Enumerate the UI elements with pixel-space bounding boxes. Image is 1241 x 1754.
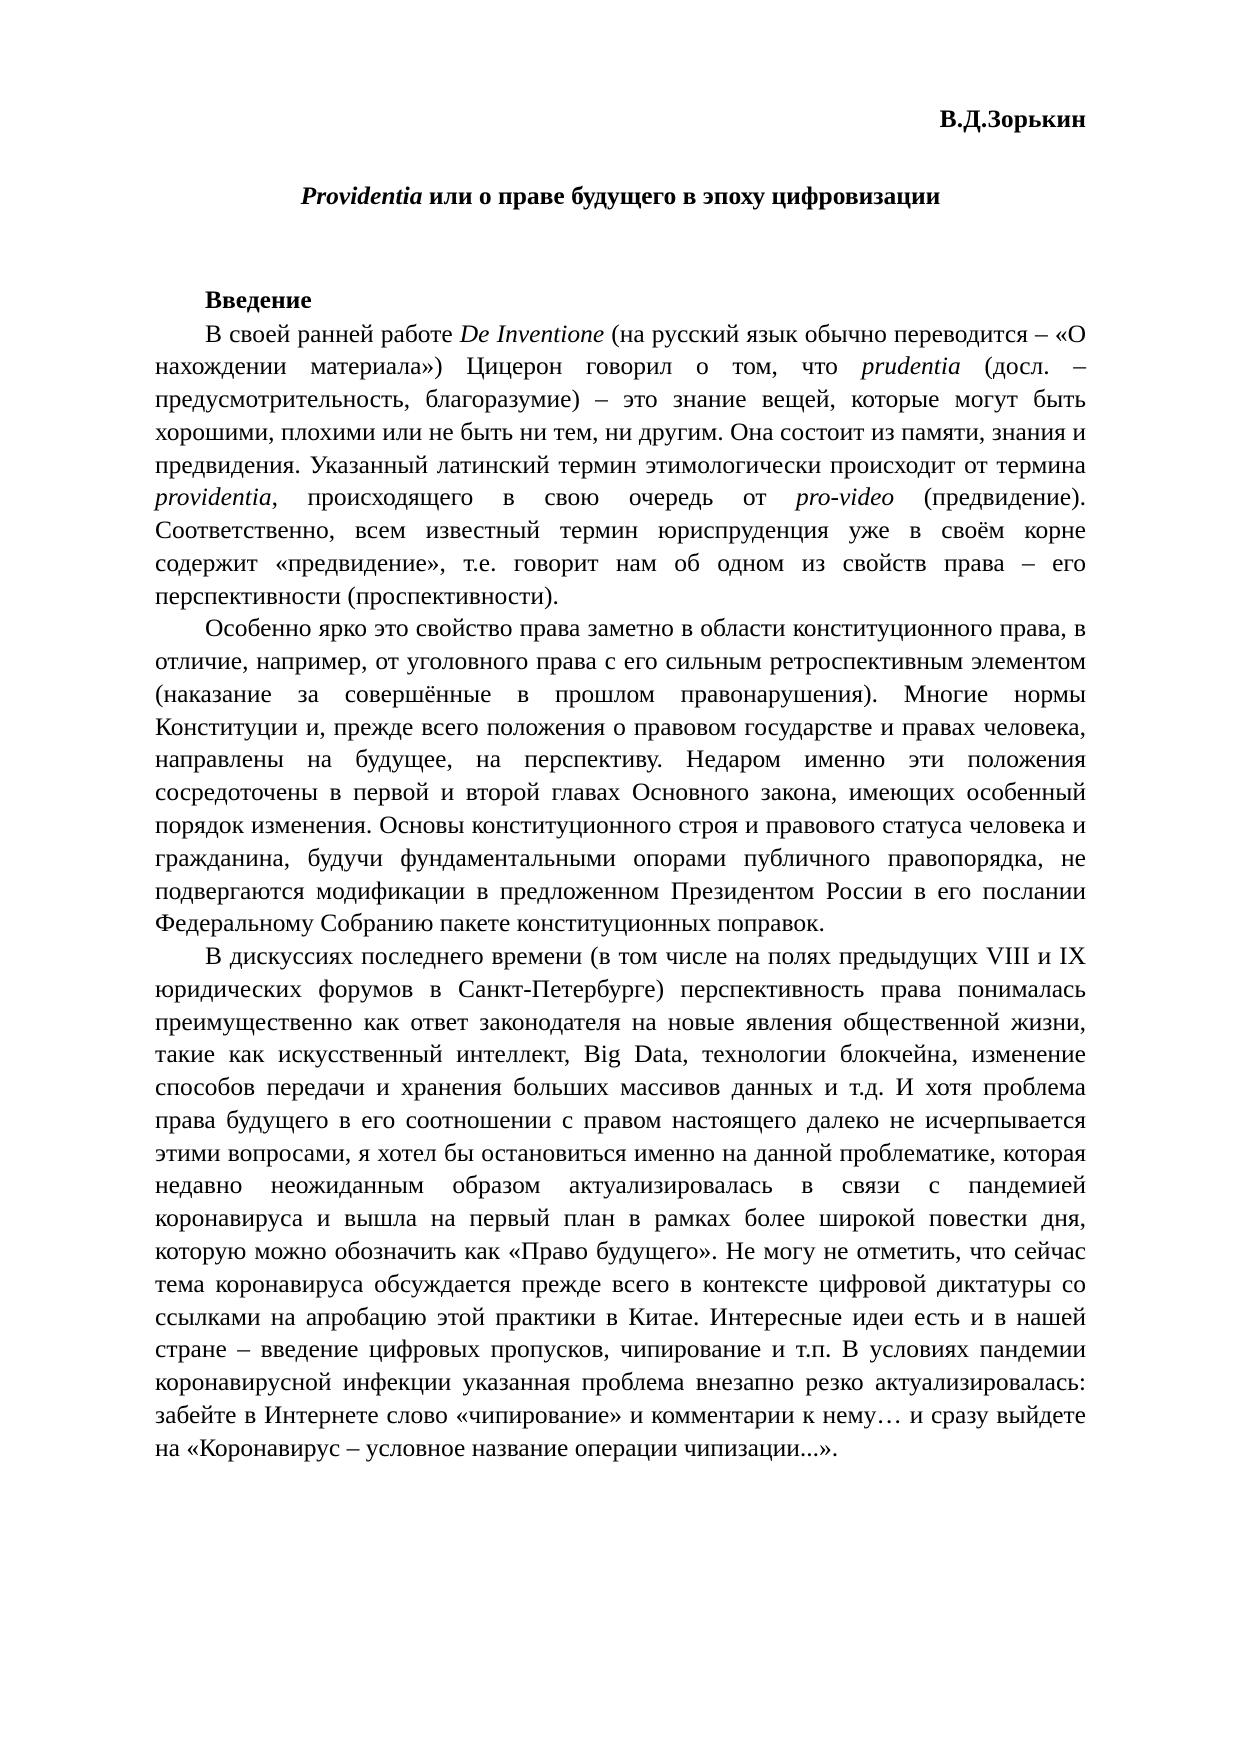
latin-term: providentia <box>155 482 272 512</box>
text-run: Особенно ярко это свойство права заметно в области конституционного права, в отличие, например, от уголовного права с его сильным ретроспективным элементом (наказание за совершённые в прошлом правонарушения). Многие нормы Конституции и, прежде всего положения о правовом государстве и правах человека, направлены на будущее, на перспективу. Недаром именно эти положения сосредоточены в первой и второй главах Основного закона, имеющих особенный порядок изменения. Основы конституционного строя и правового статуса человека и гражданина, будучи фундаментальными опорами публичного правопорядка, не подвергаются модификации в предложенном Президентом России в его послании Федеральному Собранию пакете конституционных поправок. <box>155 613 1086 938</box>
text-run: (предвидение). Соответственно, всем известный термин юриспруденция уже в своём корне содержит «предвидение», т.е. говорит нам об одном из свойств права – его перспективности (проспективности). <box>155 482 1086 610</box>
title-latin-term: Providentia <box>300 181 423 211</box>
latin-term: De Inventione <box>459 318 605 348</box>
par-discussions <box>155 940 1086 1464</box>
par-intro-prudentia <box>155 318 1086 613</box>
section-heading-introduction: Введение <box>205 284 312 314</box>
text-run: , происходящего в свою очередь от <box>271 482 796 512</box>
page-title <box>155 181 1086 212</box>
text-run: В дискуссиях последнего времени (в том числе на полях предыдущих VIII и IX юридических форумов в Санкт-Петербурге) перспективность права понималась преимущественно как ответ законодателя на новые явления общественной жизни, такие как искусственный интеллект, Big Data, технологии блокчейна, изменение способов передачи и хранения больших массивов данных и т.д. И хотя проблема права будущего в его соотношении с правом настоящего далеко не исчерпывается этими вопросами, я хотел бы остановиться именно на данной проблематике, которая недавно неожиданным образом актуализировалась в связи с пандемией коронавируса и вышла на первый план в рамках более широкой повестки дня, которую можно обозначить как «Право будущего». Не могу не отметить, что сейчас тема коронавируса обсуждается прежде всего в контексте цифровой диктатуры со ссылками на апробацию этой практики в Китае. Интересные идеи есть и в нашей стране – введение цифровых пропусков, чипирование и т.п. В условиях пандемии коронавирусной инфекции указанная проблема внезапно резко актуализировалась: забейте в Интернете слово «чипирование» и комментарии к нему… и сразу выйдете на «Коронавирус – условное название операции чипизации...». <box>155 941 1086 1462</box>
author-name: В.Д.Зорькин <box>939 104 1086 133</box>
title-remainder: или о праве будущего в эпоху цифровизации <box>422 181 941 211</box>
text-run: (досл. – предусмотрительность, благоразумие) – это знание вещей, которые могут быть хорошими, плохими или не быть ни тем, ни другим. Она состоит из памяти, знания и предвидения. Указанный латинский термин этимологически происходит от термина <box>155 351 1086 479</box>
text-run: В своей ранней работе <box>205 318 460 348</box>
document-body <box>155 318 1086 1465</box>
par-constitutional-law <box>155 612 1086 940</box>
latin-term: prudentia <box>861 351 961 381</box>
latin-term: pro-video <box>795 482 895 512</box>
text-run: (на русский язык обычно переводится – «О нахождении материала») Цицерон говорил о том, что <box>155 318 1086 381</box>
